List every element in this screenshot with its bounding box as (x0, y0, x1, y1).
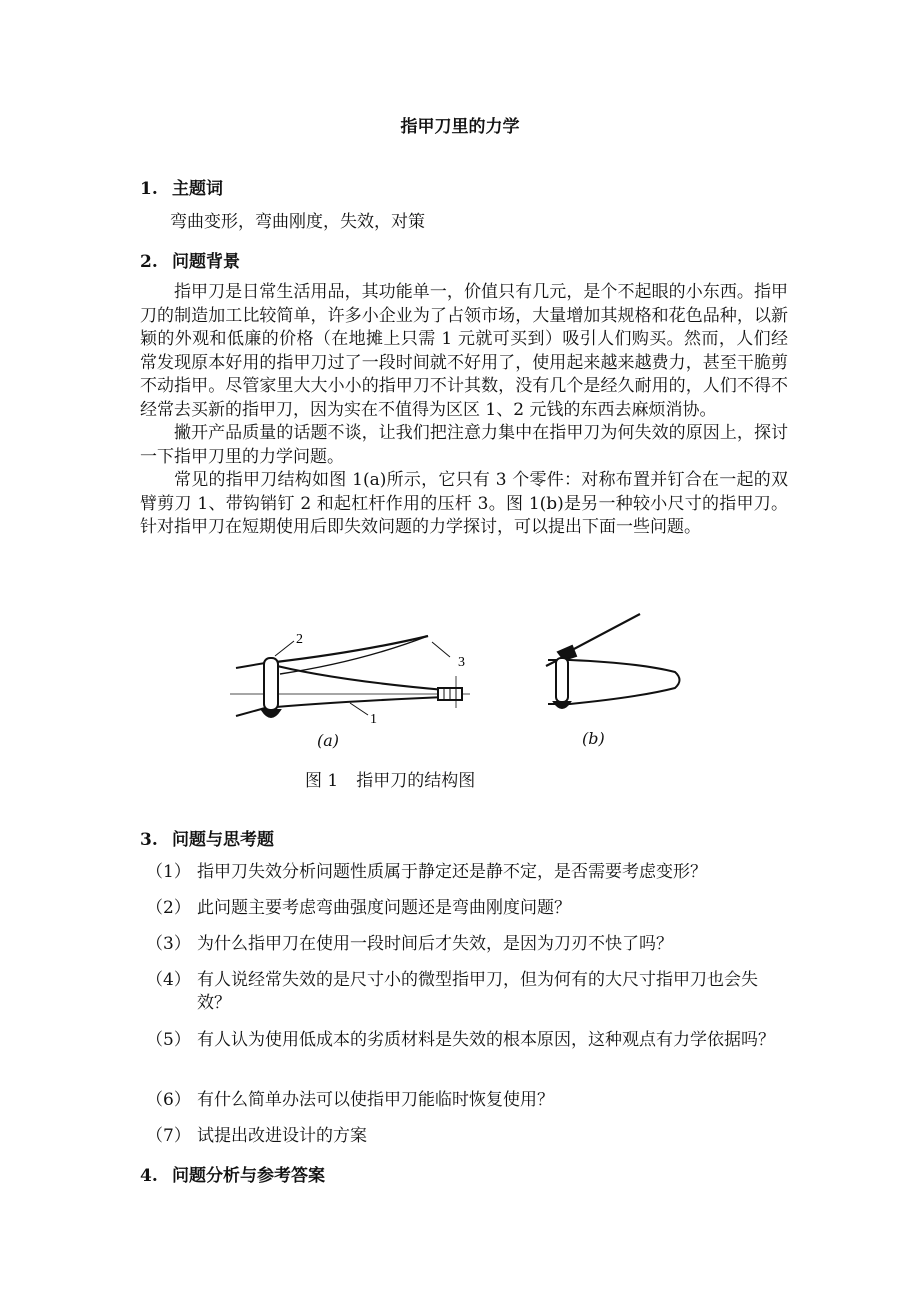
question-item (146, 1089, 786, 1112)
question-number: （6） (146, 1090, 191, 1110)
figure-caption-text: 指甲刀的结构图 (356, 771, 476, 791)
paragraph: 常见的指甲刀结构如图 1(a)所示，它只有 3 个零件：对称布置并钉合在一起的双臂剪刀 1、带钩销钉 2 和起杠杆作用的压杆 3。图 1(b)是另一种较小尺寸的指甲刀。针对指甲刀在短期使用后即失效问题的力学探讨，可以提出下面一些问题。 (140, 470, 788, 537)
section-title: 问题背景 (172, 252, 240, 272)
clipper-b-drawing (546, 614, 680, 708)
question-number: （2） (146, 898, 191, 918)
section-heading-1 (140, 174, 223, 199)
section-title: 问题与思考题 (172, 830, 274, 850)
section-number: 1. (140, 179, 158, 199)
question-item (146, 969, 786, 1015)
section-number: 4. (140, 1166, 158, 1186)
question-item (146, 897, 786, 920)
part-label-3: 3 (458, 655, 465, 670)
question-text: 为什么指甲刀在使用一段时间后才失效，是因为刀刃不快了吗？ (197, 934, 673, 954)
question-text: 有人说经常失效的是尺寸小的微型指甲刀，但为何有的大尺寸指甲刀也会失效？ (197, 970, 758, 1013)
question-item (146, 1029, 786, 1052)
question-number: （5） (146, 1030, 191, 1050)
question-number: （4） (146, 970, 191, 990)
question-text: 此问题主要考虑弯曲强度问题还是弯曲刚度问题？ (197, 898, 571, 918)
question-text: 有什么简单办法可以使指甲刀能临时恢复使用？ (197, 1090, 554, 1110)
leader-line-3 (432, 642, 450, 657)
part-label-2: 2 (296, 632, 303, 647)
question-item (146, 861, 786, 884)
question-number: （1） (146, 862, 191, 882)
clipper-b-pin (556, 658, 568, 702)
section-number: 3. (140, 830, 158, 850)
question-item (146, 933, 786, 956)
figure-sublabel-b: (b) (582, 729, 605, 748)
section-title: 问题分析与参考答案 (172, 1166, 325, 1186)
question-text: 有人认为使用低成本的劣质材料是失效的根本原因，这种观点有力学依据吗？ (197, 1030, 775, 1050)
figure-caption-label: 图 1 (305, 771, 339, 791)
question-text: 指甲刀失效分析问题性质属于静定还是静不定，是否需要考虑变形？ (197, 862, 707, 882)
question-number: （3） (146, 934, 191, 954)
page-title: 指甲刀里的力学 (400, 117, 520, 137)
pin (264, 658, 278, 710)
section-heading-3 (140, 825, 274, 850)
clipper-b-pin-head (554, 702, 570, 708)
background-text (140, 281, 788, 540)
question-text: 试提出改进设计的方案 (197, 1126, 367, 1146)
figure-caption (305, 766, 475, 791)
keywords: 弯曲变形，弯曲刚度，失效，对策 (170, 212, 425, 232)
section-heading-4 (140, 1161, 325, 1186)
leader-line-1 (350, 703, 368, 715)
clipper-a-drawing (230, 636, 470, 717)
section-title: 主题词 (172, 179, 223, 199)
pin-head (262, 710, 280, 717)
leader-line-2 (275, 641, 294, 656)
question-number: （7） (146, 1126, 191, 1146)
part-label-1: 1 (370, 712, 377, 727)
nail-clipper-figure (220, 600, 700, 790)
section-number: 2. (140, 252, 158, 272)
section-heading-2 (140, 247, 240, 272)
figure-sublabel-a: (a) (317, 731, 340, 750)
paragraph: 指甲刀是日常生活用品，其功能单一，价值只有几元，是个不起眼的小东西。指甲刀的制造加工比较简单，许多小企业为了占领市场，大量增加其规格和花色品种，以新颖的外观和低廉的价格（在地摊上只需 1 元就可买到）吸引人们购买。然而，人们经常发现原本好用的指甲刀过了一段时间就不好用了，使用起来越来越费力，甚至干脆剪不动指甲。尽管家里大大小小的指甲刀不计其数，没有几个是经久耐用的，人们不得不经常去买新的指甲刀，因为实在不值得为区区 1、2 元钱的东西去麻烦消协。 (140, 282, 788, 420)
paragraph: 撇开产品质量的话题不谈，让我们把注意力集中在指甲刀为何失效的原因上，探讨一下指甲刀里的力学问题。 (140, 423, 788, 467)
question-item (146, 1125, 786, 1148)
